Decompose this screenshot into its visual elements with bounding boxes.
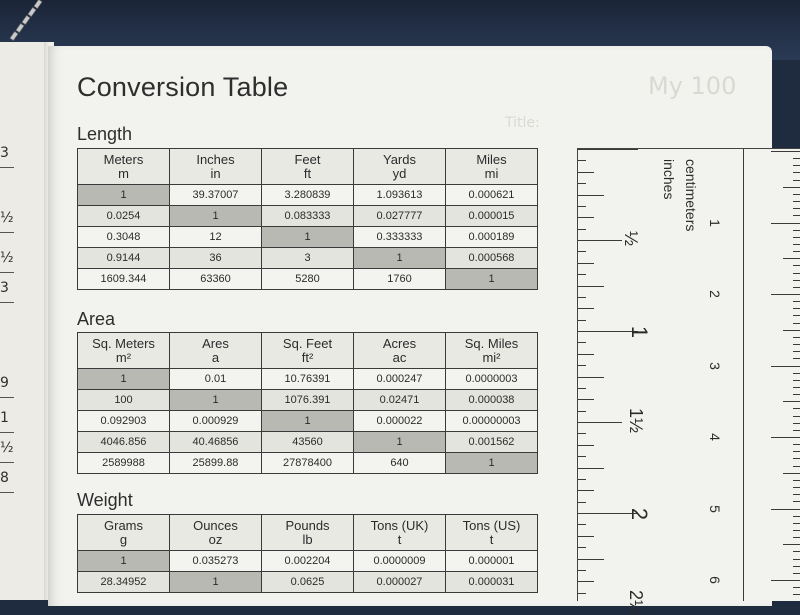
table-row: [78, 572, 538, 593]
inch-tick: [578, 388, 586, 389]
cm-tick: [771, 151, 800, 152]
table-cell: 1076.391: [262, 390, 354, 411]
inch-tick: [578, 570, 586, 571]
inch-tick: [578, 377, 604, 378]
column-header-unit: t: [489, 531, 494, 547]
table-cell: 0.000247: [354, 369, 446, 390]
table-cell: 1: [78, 551, 170, 572]
left-page-edge-mark: ½: [0, 250, 14, 266]
cm-tick: [793, 494, 800, 495]
column-header-unit: oz: [208, 531, 223, 547]
cm-tick: [793, 251, 800, 252]
ruler-inch-label: inches: [661, 159, 677, 200]
column-header: [354, 515, 446, 551]
table-header-row: [78, 333, 538, 369]
inch-tick: [578, 160, 586, 161]
table-cell: 36: [170, 248, 262, 269]
cm-tick: [793, 430, 800, 431]
inch-tick: [578, 320, 586, 321]
length-table: [77, 148, 538, 290]
column-header-unit: ac: [392, 349, 407, 365]
table-cell: 0.092903: [78, 411, 170, 432]
left-page: [0, 42, 48, 600]
column-header-unit: a: [211, 349, 220, 365]
table-cell: 25899.88: [170, 453, 262, 474]
cm-tick: [793, 487, 800, 488]
cm-tick: [793, 559, 800, 560]
cm-tick: [793, 551, 800, 552]
table-cell: 0.000038: [446, 390, 538, 411]
inch-tick: [578, 479, 586, 480]
table-row: [78, 206, 538, 227]
table-row: [78, 432, 538, 453]
column-header-name: Miles: [476, 151, 507, 167]
table-cell: 1: [170, 390, 262, 411]
cm-tick: [771, 223, 800, 224]
left-page-tick: [0, 432, 14, 433]
cm-tick: [793, 380, 800, 381]
column-header-unit: in: [210, 165, 221, 181]
inch-tick: [578, 217, 594, 218]
cm-tick: [793, 444, 800, 445]
cm-tick: [793, 230, 800, 231]
column-header-name: Pounds: [285, 517, 330, 533]
cm-tick: [793, 237, 800, 238]
cm-tick: [793, 458, 800, 459]
table-cell: 0.02471: [354, 390, 446, 411]
page-title: Conversion Table: [77, 72, 289, 102]
table-cell: 0.000001: [446, 551, 538, 572]
inch-number: 2: [627, 507, 653, 521]
inch-tick: [578, 524, 586, 525]
column-header: [354, 149, 446, 185]
cm-tick: [793, 287, 800, 288]
inch-tick: [578, 354, 594, 355]
cm-tick: [771, 294, 800, 295]
table-cell: 0.001562: [446, 432, 538, 453]
inch-tick: [578, 297, 586, 298]
table-cell: 1760: [354, 269, 446, 290]
cm-number: 2: [706, 290, 723, 298]
left-page-edge-mark: 3: [0, 145, 9, 161]
left-page-tick: [0, 492, 14, 493]
cm-tick: [793, 594, 800, 595]
cm-tick: [771, 437, 800, 438]
column-header-unit: m²: [115, 349, 132, 365]
cm-tick: [793, 201, 800, 202]
cm-tick: [793, 344, 800, 345]
column-header-name: Tons (US): [462, 517, 521, 533]
table-cell: 0.000022: [354, 411, 446, 432]
ruler-cm-label: centimeters: [683, 159, 699, 232]
cm-tick: [793, 273, 800, 274]
cm-tick: [793, 416, 800, 417]
cm-tick: [793, 315, 800, 316]
cm-tick: [783, 473, 800, 474]
inch-tick: [578, 433, 586, 434]
section-area-heading: Area: [77, 309, 116, 329]
inch-tick: [578, 502, 586, 503]
cm-tick: [793, 501, 800, 502]
inch-tick: [578, 240, 622, 241]
inch-tick: [578, 342, 586, 343]
table-cell: 0.0000003: [446, 369, 538, 390]
inch-tick: [578, 422, 622, 423]
inch-tick: [578, 206, 586, 207]
left-page-tick: [0, 397, 14, 398]
left-page-edge-mark: ½: [0, 210, 14, 226]
cm-tick: [793, 265, 800, 266]
cm-tick: [793, 351, 800, 352]
inch-tick: [578, 490, 594, 491]
table-cell: 28.34952: [78, 572, 170, 593]
column-header-name: Ounces: [193, 517, 238, 533]
cm-tick: [783, 544, 800, 545]
column-header: [446, 515, 538, 551]
table-cell: 0.000621: [446, 185, 538, 206]
cm-tick: [793, 516, 800, 517]
cm-tick: [793, 194, 800, 195]
inch-tick: [578, 195, 604, 196]
column-header: [78, 149, 170, 185]
area-table: [77, 332, 538, 474]
left-page-edge-mark: 3: [0, 280, 9, 296]
left-page-edge-mark: 9: [0, 375, 9, 391]
table-cell: 10.76391: [262, 369, 354, 390]
table-cell: 0.333333: [354, 227, 446, 248]
left-page-tick: [0, 167, 14, 168]
table-cell: 27878400: [262, 453, 354, 474]
inch-tick: [578, 468, 604, 469]
cm-tick: [793, 158, 800, 159]
inch-tick: [578, 172, 594, 173]
inch-tick: [578, 183, 586, 184]
column-header-name: Sq. Feet: [282, 335, 333, 351]
column-header-unit: mi: [484, 165, 499, 181]
cm-tick: [793, 587, 800, 588]
table-cell: 0.9144: [78, 248, 170, 269]
table-cell: 0.000568: [446, 248, 538, 269]
table-row: [78, 227, 538, 248]
cm-tick: [793, 358, 800, 359]
column-header-unit: mi²: [482, 349, 501, 365]
column-header-name: Inches: [196, 151, 235, 167]
table-cell: 1609.344: [78, 269, 170, 290]
table-row: [78, 185, 538, 206]
table-cell: 0.000027: [354, 572, 446, 593]
column-header-unit: lb: [302, 531, 313, 547]
table-row: [78, 411, 538, 432]
column-header: [170, 333, 262, 369]
cm-tick: [793, 373, 800, 374]
table-row: [78, 453, 538, 474]
cm-tick: [783, 330, 800, 331]
cm-tick: [793, 537, 800, 538]
cm-number: 5: [706, 504, 723, 513]
column-header-unit: yd: [392, 165, 407, 181]
table-cell: 1: [262, 411, 354, 432]
table-header-row: [78, 515, 538, 551]
column-header: [446, 333, 538, 369]
weight-table: [77, 514, 538, 593]
table-row: [78, 248, 538, 269]
table-cell: 63360: [170, 269, 262, 290]
column-header-unit: m: [118, 165, 129, 181]
cm-tick: [793, 323, 800, 324]
table-cell: 4046.856: [78, 432, 170, 453]
table-row: [78, 390, 538, 411]
table-cell: 0.0254: [78, 206, 170, 227]
inch-tick: [578, 149, 638, 150]
section-weight-heading: Weight: [77, 490, 133, 510]
inch-tick: [578, 559, 604, 560]
table-cell: 0.00000003: [446, 411, 538, 432]
table-cell: 1: [262, 227, 354, 248]
table-cell: 1: [78, 185, 170, 206]
cm-tick: [793, 394, 800, 395]
cm-tick: [793, 530, 800, 531]
table-cell: 640: [354, 453, 446, 474]
column-header-name: Yards: [383, 151, 416, 167]
column-header: [262, 333, 354, 369]
cm-tick: [783, 258, 800, 259]
table-cell: 1: [446, 453, 538, 474]
inch-tick: [578, 411, 586, 412]
table-cell: 39.37007: [170, 185, 262, 206]
table-cell: 3: [262, 248, 354, 269]
column-header: [170, 149, 262, 185]
cm-tick: [793, 466, 800, 467]
column-header: [262, 149, 354, 185]
cm-tick: [793, 172, 800, 173]
table-cell: 40.46856: [170, 432, 262, 453]
table-cell: 1: [170, 206, 262, 227]
table-cell: 0.000031: [446, 572, 538, 593]
table-cell: 0.002204: [262, 551, 354, 572]
cm-tick: [793, 423, 800, 424]
inch-tick: [578, 456, 586, 457]
section-length-heading: Length: [77, 124, 133, 144]
inch-tick: [578, 286, 604, 287]
cm-tick: [793, 180, 800, 181]
table-cell: 12: [170, 227, 262, 248]
cm-tick: [793, 215, 800, 216]
column-header: [446, 149, 538, 185]
inch-tick: [578, 251, 586, 252]
table-cell: 100: [78, 390, 170, 411]
table-cell: 43560: [262, 432, 354, 453]
cm-tick: [793, 387, 800, 388]
cm-tick: [793, 523, 800, 524]
cm-tick: [793, 165, 800, 166]
ruler: [577, 148, 800, 615]
table-header-row: [78, 149, 538, 185]
table-row: [78, 369, 538, 390]
table-cell: 1: [354, 432, 446, 453]
cm-tick: [793, 301, 800, 302]
table-cell: 0.083333: [262, 206, 354, 227]
inch-tick: [578, 274, 586, 275]
cm-tick: [783, 187, 800, 188]
column-header-name: Meters: [103, 151, 144, 167]
ghost-title-label: Title:: [505, 115, 540, 131]
left-page-tick: [0, 462, 14, 463]
cm-tick: [793, 337, 800, 338]
inch-tick: [578, 399, 594, 400]
table-cell: 0.0000009: [354, 551, 446, 572]
cm-tick: [793, 566, 800, 567]
left-page-edge-mark: 1: [0, 410, 9, 426]
table-row: [78, 551, 538, 572]
cm-tick: [783, 401, 800, 402]
cm-number: 1: [706, 218, 723, 227]
ghost-heading: My 100: [648, 72, 737, 100]
table-cell: 1: [446, 269, 538, 290]
table-cell: 0.000015: [446, 206, 538, 227]
inch-tick: [578, 536, 594, 537]
cm-tick: [793, 208, 800, 209]
inch-number: ½: [621, 230, 642, 247]
inch-tick: [578, 593, 586, 594]
table-cell: 1.093613: [354, 185, 446, 206]
column-header: [354, 333, 446, 369]
table-cell: 0.0625: [262, 572, 354, 593]
column-header: [170, 515, 262, 551]
left-page-edge-mark: ½: [0, 440, 14, 456]
column-header-name: Tons (UK): [370, 517, 429, 533]
cm-tick: [793, 408, 800, 409]
table-cell: 0.3048: [78, 227, 170, 248]
inch-number: 2½: [626, 589, 647, 615]
cm-tick: [771, 509, 800, 510]
table-cell: 1: [354, 248, 446, 269]
cm-tick: [793, 480, 800, 481]
cm-tick: [793, 244, 800, 245]
table-row: [78, 269, 538, 290]
table-cell: 1: [78, 369, 170, 390]
table-cell: 0.000929: [170, 411, 262, 432]
column-header-unit: t: [397, 531, 402, 547]
table-cell: 0.035273: [170, 551, 262, 572]
inch-tick: [578, 308, 594, 309]
table-cell: 0.027777: [354, 206, 446, 227]
table-cell: 1: [170, 572, 262, 593]
inch-tick: [578, 445, 594, 446]
left-page-tick: [0, 232, 14, 233]
left-page-tick: [0, 272, 14, 273]
inch-tick: [578, 263, 594, 264]
column-header-unit: ft: [303, 165, 312, 181]
column-header-unit: ft²: [301, 349, 314, 365]
column-header: [262, 515, 354, 551]
cm-number: 3: [706, 361, 723, 370]
column-header-name: Grams: [104, 517, 143, 533]
table-cell: 3.280839: [262, 185, 354, 206]
inch-tick: [578, 365, 586, 366]
table-cell: 0.01: [170, 369, 262, 390]
column-header-name: Sq. Meters: [92, 335, 155, 351]
cm-tick: [771, 580, 800, 581]
column-header: [78, 515, 170, 551]
inch-number: 1: [627, 325, 653, 339]
inch-tick: [578, 581, 594, 582]
column-header-name: Ares: [202, 335, 229, 351]
inch-tick: [578, 229, 586, 230]
column-header-unit: g: [119, 531, 128, 547]
cm-tick: [793, 308, 800, 309]
inch-tick: [578, 547, 586, 548]
column-header-name: Acres: [382, 335, 417, 351]
cm-number: 4: [706, 433, 723, 441]
column-header-name: Sq. Miles: [464, 335, 519, 351]
inch-number: 1½: [626, 407, 647, 434]
cm-tick: [793, 573, 800, 574]
cm-tick: [793, 280, 800, 281]
left-page-tick: [0, 302, 14, 303]
cm-tick: [771, 366, 800, 367]
cm-number: 6: [706, 576, 723, 584]
table-cell: 2589988: [78, 453, 170, 474]
left-page-edge-mark: 8: [0, 470, 9, 486]
ruler-divider: [743, 149, 744, 601]
column-header: [78, 333, 170, 369]
column-header-name: Feet: [294, 151, 321, 167]
cm-tick: [793, 451, 800, 452]
table-cell: 0.000189: [446, 227, 538, 248]
table-cell: 5280: [262, 269, 354, 290]
